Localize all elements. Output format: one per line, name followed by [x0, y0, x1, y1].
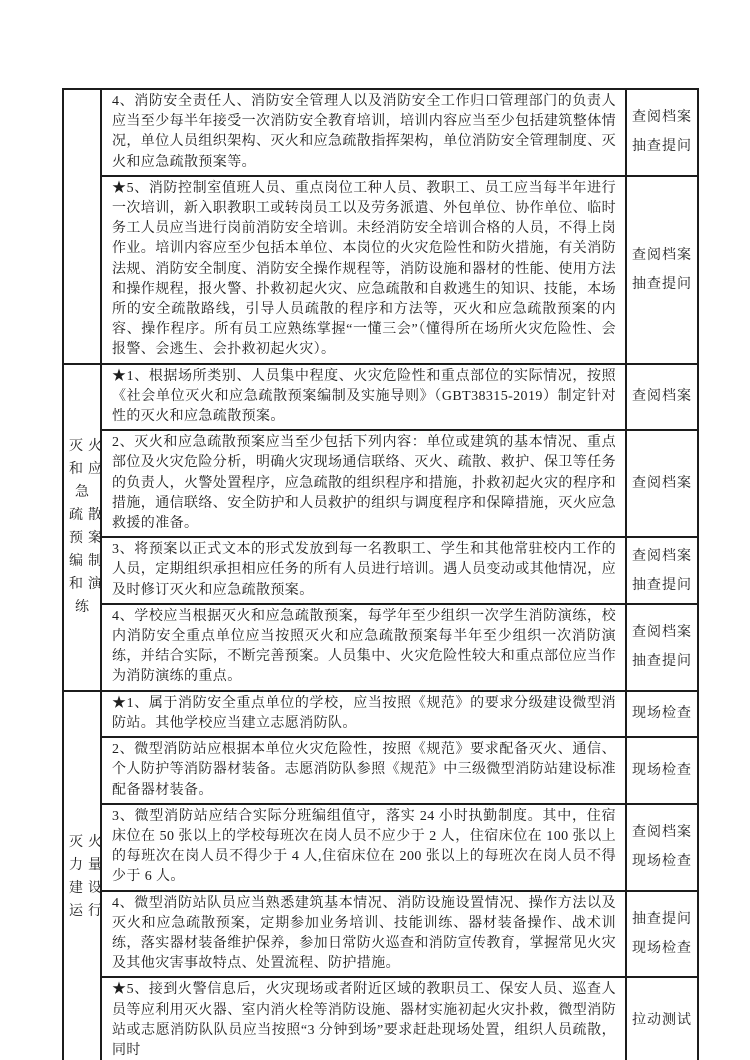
category-label-line: 和应: [69, 462, 107, 478]
table-row: [63, 804, 698, 891]
inspection-method-cell: [626, 604, 698, 691]
inspection-method-label: 查阅档案: [632, 476, 692, 492]
category-label-line: 疏散: [69, 508, 107, 524]
table-row: [63, 89, 698, 176]
inspection-method-cell: [626, 737, 698, 804]
inspection-method-label: 现场检查: [632, 762, 692, 778]
category-label-line: 运行: [69, 904, 107, 920]
table-row: [63, 737, 698, 804]
category-label-line: 练: [75, 600, 94, 616]
category-label-line: 灭火: [69, 835, 107, 851]
inspection-method-label: 拉动测试: [632, 1013, 692, 1029]
inspection-method-cell: [626, 89, 698, 176]
inspection-method-label: 抽查提问: [632, 654, 692, 670]
requirement-text: 2、微型消防站应根据本单位火灾危险性，按照《规范》要求配备灭火、通信、个人防护等消防器材装备。志愿消防队参照《规范》中三级微型消防站建设标准配备器材装备。: [101, 737, 626, 804]
table-row: [63, 430, 698, 537]
inspection-method-cell: [626, 176, 698, 364]
requirement-text: ★5、消防控制室值班人员、重点岗位工种人员、教职工、员工应当每半年进行一次培训，新入职教职工或转岗员工以及劳务派遣、外包单位、协作单位、临时务工人员应当进行岗前消防安全培训。未经消防安全培训合格的人员，不得上岗作业。培训内容应至少包括本单位、本岗位的火灾危险性和防火措施，有关消防法规、消防安全制度、消防安全操作规程等，消防设施和器材的性能、使用方法和操作规程，报火警、扑救初起火灾、应急疏散和自救逃生的知识、技能，本场所的安全疏散路线，引导人员疏散的程序和方法等，灭火和应急疏散预案的内容、操作程序。所有员工应熟练掌握“一懂三会”（懂得所在场所火灾危险性、会报警、会逃生、会扑救初起火灾）。: [101, 176, 626, 364]
category-label-line: 建设: [69, 881, 107, 897]
table-row: [63, 537, 698, 604]
inspection-method-label: 查阅档案: [632, 825, 692, 841]
requirement-text: 3、将预案以正式文本的形式发放到每一名教职工、学生和其他常驻校内工作的人员，定期组织承担相应任务的所有人员进行培训。遇人员变动或其他情况，应及时修订灭火和应急疏散预案。: [101, 537, 626, 604]
requirement-text: 3、微型消防站应结合实际分班编组值守，落实 24 小时执勤制度。其中，住宿床位在 50 张以上的学校每班次在岗人员不应少于 2 人，住宿床位在 100 张以上的每班次在岗人员不得少于 4 人,住宿床位在 200 张以上的每班次在岗人员不得少于 6 人。: [101, 804, 626, 891]
inspection-method-cell: [626, 364, 698, 431]
category-label-line: 编制: [69, 554, 107, 570]
inspection-method-label: 查阅档案: [632, 110, 692, 126]
inspection-method-cell: [626, 430, 698, 537]
inspection-method-cell: [626, 537, 698, 604]
inspection-method-label: 查阅档案: [632, 548, 692, 564]
inspection-method-cell: [626, 977, 698, 1060]
category-label-line: 和演: [69, 577, 107, 593]
inspection-method-cell: [626, 804, 698, 891]
inspection-method-label: 查阅档案: [632, 247, 692, 263]
requirement-text: 4、微型消防站队员应当熟悉建筑基本情况、消防设施设置情况、操作方法以及灭火和应急疏散预案，定期参加业务培训、技能训练、器材装备操作、战术训练，落实器材装备维护保养，参加日常防火巡查和消防宣传教育，掌握常见火灾及其他灾害事故特点、处置流程、防护措施。: [101, 891, 626, 978]
requirement-text: 2、灭火和应急疏散预案应当至少包括下列内容：单位或建筑的基本情况、重点部位及火灾危险分析，明确火灾现场通信联络、灭火、疏散、救护、保卫等任务的负责人，火警处置程序，应急疏散的组织程序和措施，扑救初起火灾的程序和措施，通信联络、安全防护和人员救护的组织与调度程序和保障措施，灭火应急救援的准备。: [101, 430, 626, 537]
requirement-text: ★1、根据场所类别、人员集中程度、火灾危险性和重点部位的实际情况，按照《社会单位灭火和应急疏散预案编制及实施导则》（GBT38315-2019）制定针对性的灭火和应急疏散预案。: [101, 364, 626, 431]
inspection-method-label: 抽查提问: [632, 276, 692, 292]
inspection-table-body: [63, 89, 698, 1060]
requirement-text: 4、消防安全责任人、消防安全管理人以及消防安全工作归口管理部门的负责人应当至少每半年接受一次消防安全教育培训，培训内容应当至少包括建筑整体情况，单位人员组织架构、灭火和应急疏散指挥架构，单位消防安全管理制度、灭火和应急疏散预案等。: [101, 89, 626, 176]
inspection-method-label: 查阅档案: [632, 625, 692, 641]
table-row: [63, 604, 698, 691]
table-row: [63, 977, 698, 1060]
table-row: [63, 891, 698, 978]
category-label-line: 力量: [69, 858, 107, 874]
category-label-line: 急: [75, 485, 94, 501]
inspection-method-label: 现场检查: [632, 854, 692, 870]
fire-safety-inspection-table: [62, 88, 699, 1060]
inspection-method-label: 抽查提问: [632, 139, 692, 155]
inspection-method-cell: [626, 691, 698, 737]
table-row: [63, 691, 698, 737]
category-label-line: 灭火: [69, 439, 107, 455]
inspection-method-label: 抽查提问: [632, 577, 692, 593]
category-label-continued-blank: [63, 89, 101, 364]
inspection-method-label: 抽查提问: [632, 911, 692, 927]
inspection-method-label: 现场检查: [632, 706, 692, 722]
inspection-method-label: 查阅档案: [632, 389, 692, 405]
requirement-text: 4、学校应当根据灭火和应急疏散预案，每学年至少组织一次学生消防演练，校内消防安全重点单位应当按照灭火和应急疏散预案每半年至少组织一次消防演练，并结合实际，不断完善预案。人员集中、火灾危险性较大和重点部位应当作为消防演练的重点。: [101, 604, 626, 691]
category-label-fire-force-building: [63, 691, 107, 1060]
category-label-yuan-compile-drill: [63, 364, 107, 691]
requirement-text: ★5、接到火警信息后，火灾现场或者附近区域的教职员工、保安人员、巡查人员等应利用灭火器、室内消火栓等消防设施、器材实施初起火灾扑救，微型消防站或志愿消防队队员应当按照“3 分钟到场”要求赶赴现场处置，组织人员疏散，同时: [101, 977, 626, 1060]
category-label-line: 预案: [69, 531, 107, 547]
inspection-method-label: 现场检查: [632, 940, 692, 956]
inspection-method-cell: [626, 891, 698, 978]
requirement-text: ★1、属于消防安全重点单位的学校，应当按照《规范》的要求分级建设微型消防站。其他学校应当建立志愿消防队。: [101, 691, 626, 737]
table-row: [63, 176, 698, 364]
table-row: [63, 364, 698, 431]
